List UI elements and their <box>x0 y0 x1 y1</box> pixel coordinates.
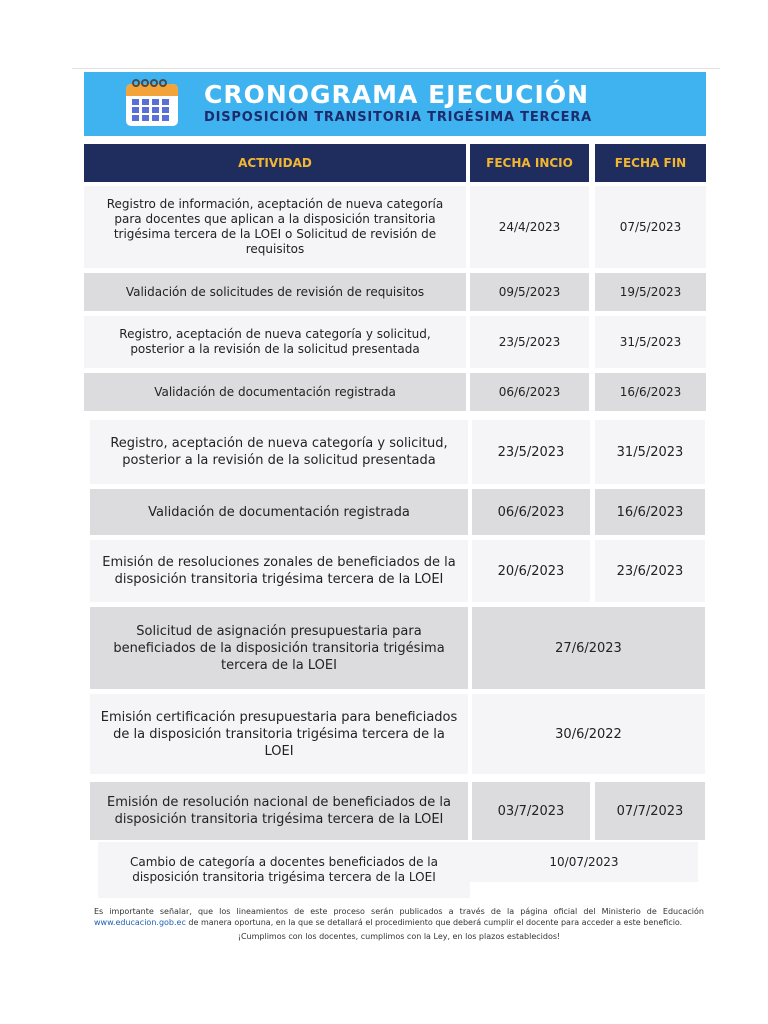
table-row-activity: Emisión certificación presupuestaria para beneficiados de la disposición transitoria trigésima tercera de la LOEI <box>90 694 468 774</box>
table-row-date: 10/07/2023 <box>470 842 698 882</box>
page-subtitle: DISPOSICIÓN TRANSITORIA TRIGÉSIMA TERCERA <box>204 110 593 125</box>
table-row-start: 23/5/2023 <box>470 316 589 368</box>
table-row-end: 19/5/2023 <box>595 273 706 311</box>
ministry-link[interactable]: www.educacion.gob.ec <box>94 918 186 927</box>
table-row-end: 07/7/2023 <box>595 782 705 840</box>
table-row-start: 06/6/2023 <box>472 489 590 535</box>
table-row-start: 03/7/2023 <box>472 782 590 840</box>
calendar-icon <box>124 78 180 128</box>
table-row-start: 09/5/2023 <box>470 273 589 311</box>
table-row-date: 27/6/2023 <box>472 607 705 689</box>
column-header-activity: ACTIVIDAD <box>84 144 466 182</box>
top-divider <box>72 68 720 69</box>
table-row-activity: Emisión de resolución nacional de beneficiados de la disposición transitoria trigésima tercera de la LOEI <box>90 782 468 840</box>
table-row-end: 31/5/2023 <box>595 420 705 484</box>
table-row-end: 23/6/2023 <box>595 540 705 602</box>
page-title: CRONOGRAMA EJECUCIÓN <box>204 80 590 109</box>
table-row-start: 24/4/2023 <box>470 186 589 268</box>
table-row-activity: Validación de documentación registrada <box>84 373 466 411</box>
table-row-activity: Validación de documentación registrada <box>90 489 468 535</box>
table-row-end: 31/5/2023 <box>595 316 706 368</box>
footer-note <box>94 906 704 928</box>
column-header-start-date: FECHA INCIO <box>470 144 589 182</box>
table-row-start: 06/6/2023 <box>470 373 589 411</box>
table-row-activity: Emisión de resoluciones zonales de beneficiados de la disposición transitoria trigésima tercera de la LOEI <box>90 540 468 602</box>
table-row-start: 23/5/2023 <box>472 420 590 484</box>
table-row-end: 16/6/2023 <box>595 489 705 535</box>
table-row-end: 07/5/2023 <box>595 186 706 268</box>
table-row-activity: Solicitud de asignación presupuestaria para beneficiados de la disposición transitoria trigésima tercera de la LOEI <box>90 607 468 689</box>
column-header-end-date: FECHA FIN <box>595 144 706 182</box>
footer-note-end: de manera oportuna, en la que se detallará el procedimiento que deberá cumplir el docente para acceder a este beneficio. <box>188 918 683 927</box>
table-row-activity: Registro de información, aceptación de nueva categoría para docentes que aplican a la disposición transitoria trigésima tercera de la LOEI o Solicitud de revisión de requisitos <box>84 186 466 268</box>
footer-slogan: ¡Cumplimos con los docentes, cumplimos con la Ley, en los plazos establecidos! <box>237 932 561 941</box>
table-row-activity: Validación de solicitudes de revisión de requisitos <box>84 273 466 311</box>
table-row-date: 30/6/2022 <box>472 694 705 774</box>
table-row-activity: Cambio de categoría a docentes beneficiados de la disposición transitoria trigésima tercera de la LOEI <box>98 842 470 898</box>
table-row-activity: Registro, aceptación de nueva categoría y solicitud, posterior a la revisión de la solicitud presentada <box>90 420 468 484</box>
table-row-start: 20/6/2023 <box>472 540 590 602</box>
footer-note-start: Es importante señalar, que los lineamientos de este proceso serán publicados a través de la página oficial del Ministerio de Educación <box>94 907 704 916</box>
table-row-activity: Registro, aceptación de nueva categoría y solicitud, posterior a la revisión de la solicitud presentada <box>84 316 466 368</box>
table-row-end: 16/6/2023 <box>595 373 706 411</box>
